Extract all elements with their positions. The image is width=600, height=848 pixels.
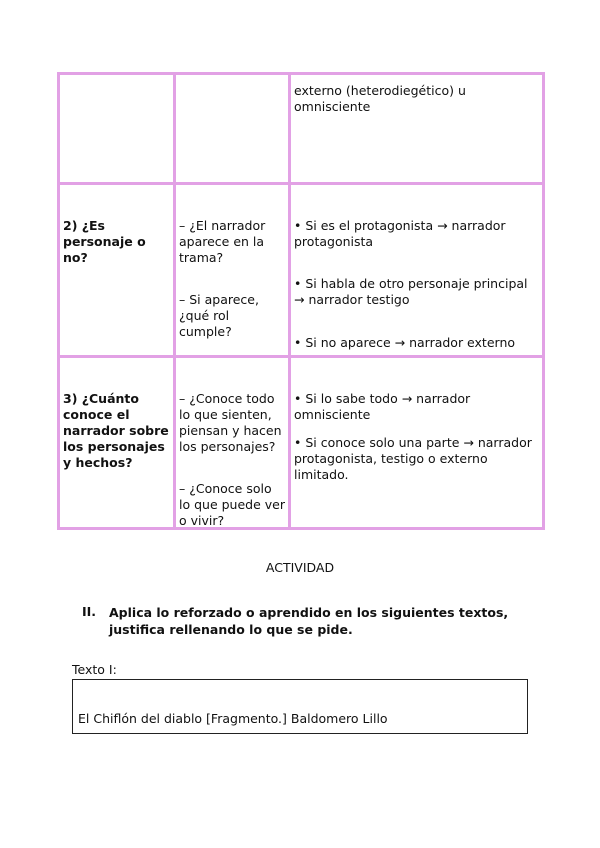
instruction-number: II. — [82, 604, 97, 619]
activity-heading: ACTIVIDAD — [265, 560, 335, 575]
row2-question-2: – Si aparece, ¿qué rol cumple? — [179, 292, 259, 339]
row2-criterion: 2) ¿Es personaje o no? — [63, 218, 146, 265]
row3-criterion: 3) ¿Cuánto conoce el narrador sobre los personajes y hechos? — [63, 391, 169, 470]
table-divider — [60, 182, 542, 185]
instruction-text: Aplica lo reforzado o aprendido en los siguientes textos, justifica rellenando lo que se pide. — [109, 605, 509, 637]
row2-answer-3: • Si no aparece → narrador externo — [294, 335, 516, 350]
row2-question-1: – ¿El narrador aparece en la trama? — [179, 218, 266, 265]
row3-question-2: – ¿Conoce solo lo que puede ver o vivir? — [179, 481, 285, 528]
row3-question-1: – ¿Conoce todo lo que sienten, piensan y hacen los personajes? — [179, 391, 282, 454]
texto1-title: El Chiflón del diablo [Fragmento.] Baldomero Lillo — [78, 711, 388, 726]
row2-answer-1: • Si es el protagonista → narrador protagonista — [294, 218, 506, 249]
row3-answer-1: • Si lo sabe todo → narrador omnisciente — [294, 391, 471, 422]
table-divider — [173, 75, 176, 527]
narrator-table — [57, 72, 545, 530]
row2-answer-2: • Si habla de otro personaje principal → narrador testigo — [294, 276, 528, 307]
table-divider — [60, 355, 542, 358]
row1-answer: externo (heterodiegético) u omnisciente — [294, 83, 466, 114]
table-divider — [288, 75, 291, 527]
row3-answer-2: • Si conoce solo una parte → narrador protagonista, testigo o externo limitado. — [294, 435, 532, 482]
texto1-box — [72, 679, 528, 734]
texto1-label: Texto I: — [72, 662, 117, 677]
